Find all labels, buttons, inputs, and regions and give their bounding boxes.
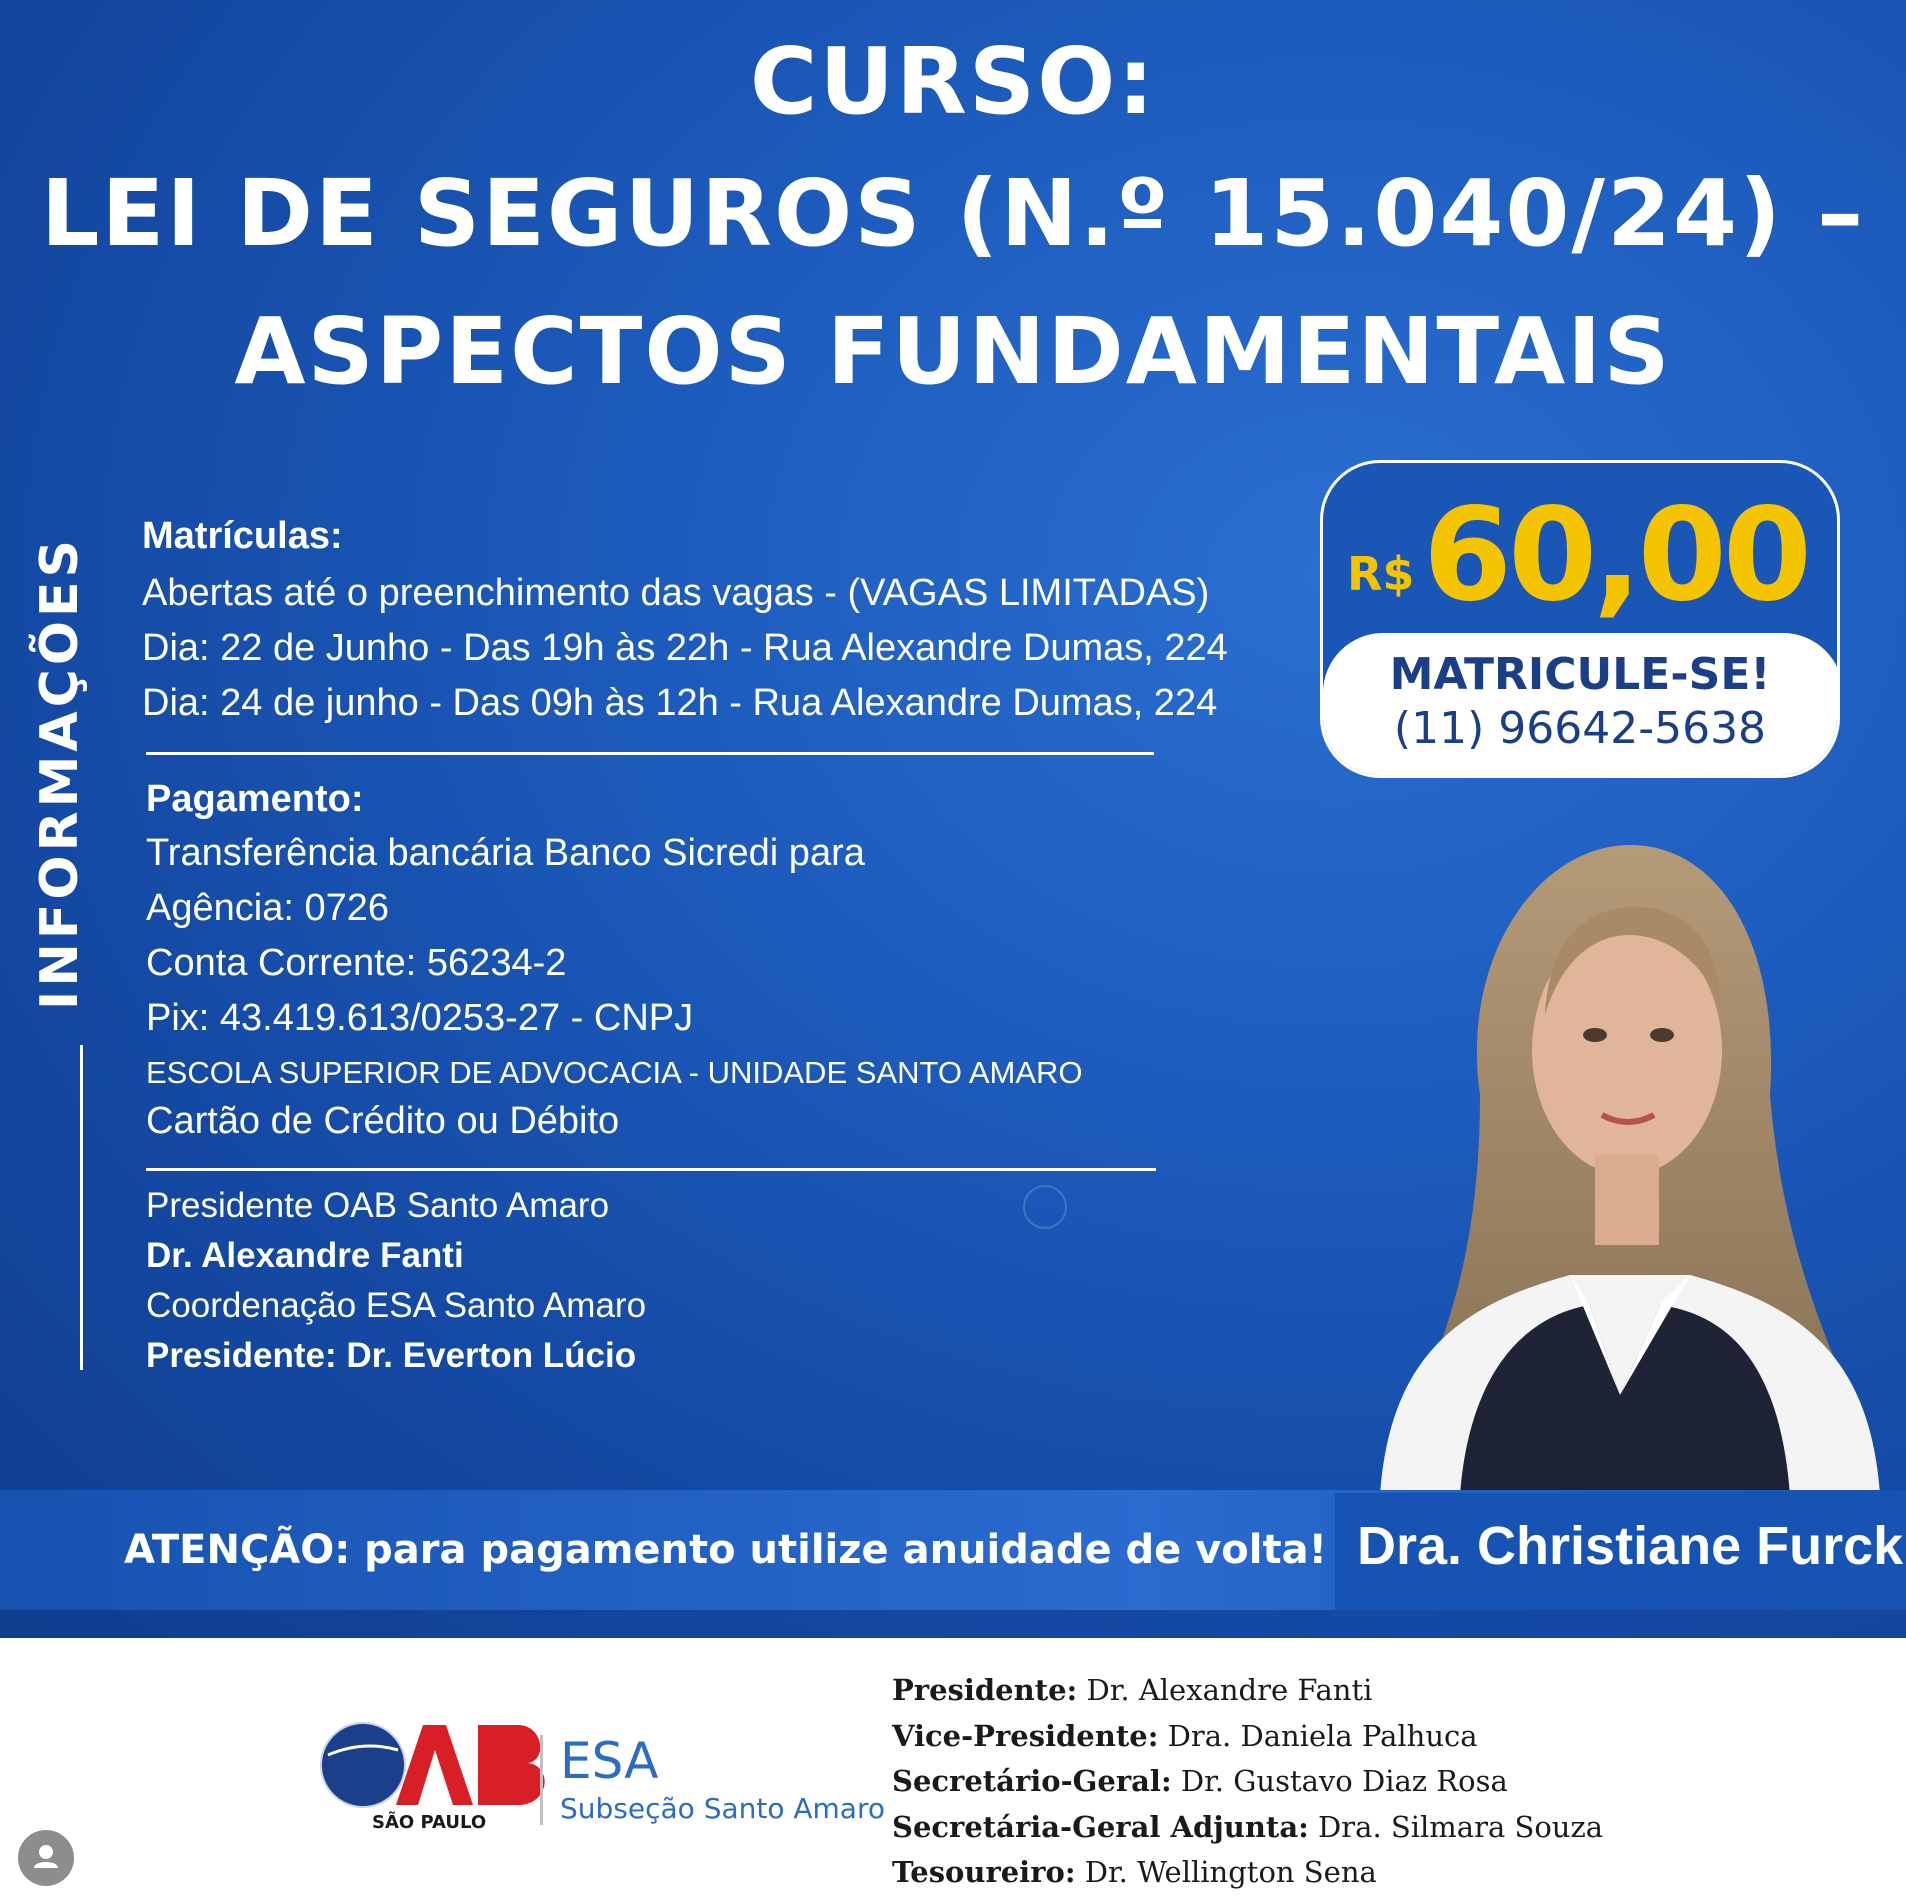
enroll-phone: (11) 96642-5638 (1393, 703, 1767, 754)
enrollment-line: Abertas até o preenchimento das vagas - (VAGAS LIMITADAS) (142, 572, 1210, 614)
board-member: Dr. Gustavo Diaz Rosa (1171, 1764, 1508, 1798)
board-role: Secretária-Geral Adjunta: (892, 1809, 1309, 1844)
enrollment-line: Dia: 22 de Junho - Das 19h às 22h - Rua Alexandre Dumas, 224 (142, 627, 1228, 669)
speaker-name: Dra. Christiane Furck (1357, 1516, 1904, 1576)
esa-title: ESA (560, 1732, 659, 1790)
logo-separator (540, 1735, 543, 1825)
esa-subtitle: Subseção Santo Amaro (560, 1792, 885, 1825)
board-role: Vice-Presidente: (892, 1718, 1159, 1753)
board-list (892, 1668, 1603, 1896)
leader-line: Coordenação ESA Santo Amaro (146, 1286, 647, 1325)
enroll-cta: MATRICULE-SE! (1389, 649, 1771, 700)
board-member: Dr. Alexandre Fanti (1077, 1673, 1373, 1707)
price-value: 60,00 (1423, 481, 1808, 630)
board-member: Dra. Daniela Palhuca (1158, 1718, 1478, 1753)
payment-line: Pix: 43.419.613/0253-27 - CNPJ (146, 997, 694, 1039)
board-row (892, 1714, 1603, 1760)
leader-line: Dr. Alexandre Fanti (146, 1236, 464, 1275)
price-currency: R$ (1347, 547, 1415, 601)
phone-watermark-icon (1023, 1185, 1067, 1229)
board-role: Secretário-Geral: (892, 1764, 1172, 1798)
board-role: Tesoureiro: (892, 1855, 1076, 1889)
leader-line: Presidente: Dr. Everton Lúcio (146, 1336, 637, 1375)
payment-card: Cartão de Crédito ou Débito (146, 1100, 620, 1142)
payment-line: Conta Corrente: 56234-2 (146, 942, 567, 984)
payment-heading: Pagamento: (146, 778, 364, 820)
profile-avatar-icon[interactable] (18, 1830, 74, 1886)
payment-line: Agência: 0726 (146, 887, 389, 929)
title-curso: CURSO: (749, 28, 1157, 135)
oab-sao-paulo: SÃO PAULO (372, 1812, 487, 1833)
board-row (892, 1805, 1603, 1851)
title-law: LEI DE SEGUROS (N.º 15.040/24) – (40, 160, 1866, 267)
side-divider-line (80, 1045, 83, 1370)
board-member: Dra. Silmara Souza (1308, 1809, 1604, 1844)
school-name: ESCOLA SUPERIOR DE ADVOCACIA - UNIDADE SANTO AMARO (146, 1055, 1083, 1090)
leader-line: Presidente OAB Santo Amaro (146, 1186, 610, 1225)
enrollment-line: Dia: 24 de junho - Das 09h às 12h - Rua Alexandre Dumas, 224 (142, 682, 1218, 724)
attention-notice: ATENÇÃO: para pagamento utilize anuidade de volta! (124, 1527, 1327, 1573)
title-aspects: ASPECTOS FUNDAMENTAIS (234, 298, 1672, 405)
divider-line (146, 1168, 1156, 1171)
board-role: Presidente: (892, 1673, 1078, 1707)
speaker-portrait (1340, 835, 1900, 1495)
user-icon (18, 1830, 74, 1886)
enrollment-heading: Matrículas: (142, 515, 343, 557)
board-row (892, 1850, 1603, 1896)
board-row (892, 1759, 1603, 1805)
side-label-informacoes: INFORMAÇÕES (30, 536, 90, 1010)
board-row (892, 1668, 1603, 1714)
price-box (1320, 460, 1840, 778)
payment-line: Transferência bancária Banco Sicredi para (146, 832, 865, 874)
board-member: Dr. Wellington Sena (1075, 1855, 1377, 1889)
divider-line (146, 752, 1154, 755)
